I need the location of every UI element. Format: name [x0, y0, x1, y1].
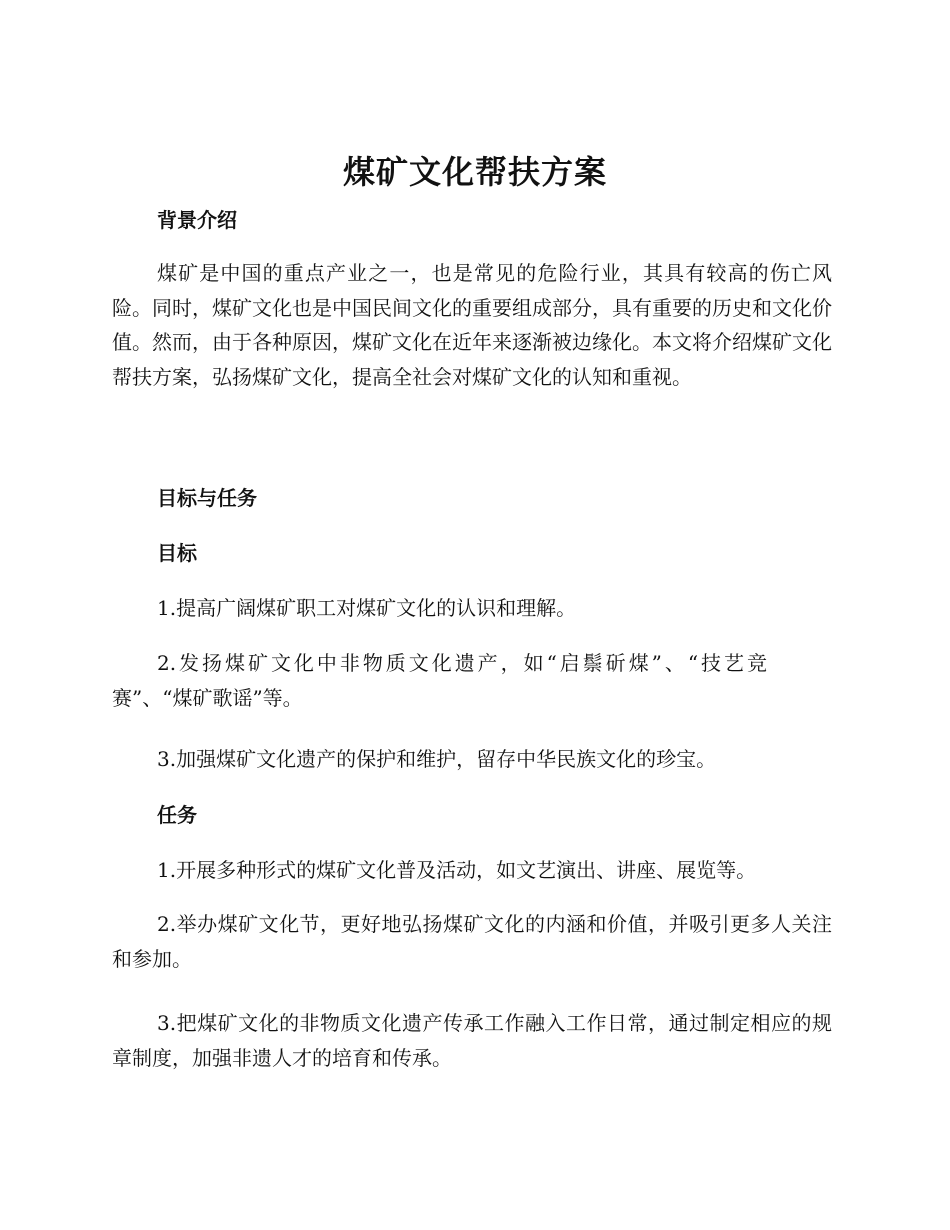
- background-paragraph: 煤矿是中国的重点产业之一，也是常见的危险行业，其具有较高的伤亡风险。同时，煤矿文化也是中国民间文化的重要组成部分，具有重要的历史和文化价值。然而，由于各种原因，煤矿文化在近年来逐渐被边缘化。本文将介绍煤矿文化帮扶方案，弘扬煤矿文化，提高全社会对煤矿文化的认知和重视。: [112, 261, 832, 389]
- goal-item-2: 2.发扬煤矿文化中非物质文化遗产，如“启鬃斫煤”、“技艺竞赛”、“煤矿歌谣”等。: [112, 651, 767, 710]
- section-heading-background: 背景介绍: [157, 208, 237, 232]
- section-heading-goals-tasks: 目标与任务: [157, 486, 257, 510]
- task-item-2: 2.举办煤矿文化节，更好地弘扬煤矿文化的内涵和价值，并吸引更多人关注和参加。: [112, 912, 832, 971]
- subsection-heading-tasks: 任务: [157, 803, 197, 827]
- document-title: 煤矿文化帮扶方案: [342, 153, 607, 191]
- task-item-3: 3.把煤矿文化的非物质文化遗产传承工作融入工作日常，通过制定相应的规章制度，加强非遗人才的培育和传承。: [112, 1011, 832, 1070]
- task-item-1: 1.开展多种形式的煤矿文化普及活动，如文艺演出、讲座、展览等。: [157, 858, 757, 882]
- goal-item-1: 1.提高广阔煤矿职工对煤矿文化的认识和理解。: [157, 596, 577, 620]
- subsection-heading-goals: 目标: [157, 541, 197, 565]
- goal-item-3: 3.加强煤矿文化遗产的保护和维护，留存中华民族文化的珍宝。: [157, 747, 717, 771]
